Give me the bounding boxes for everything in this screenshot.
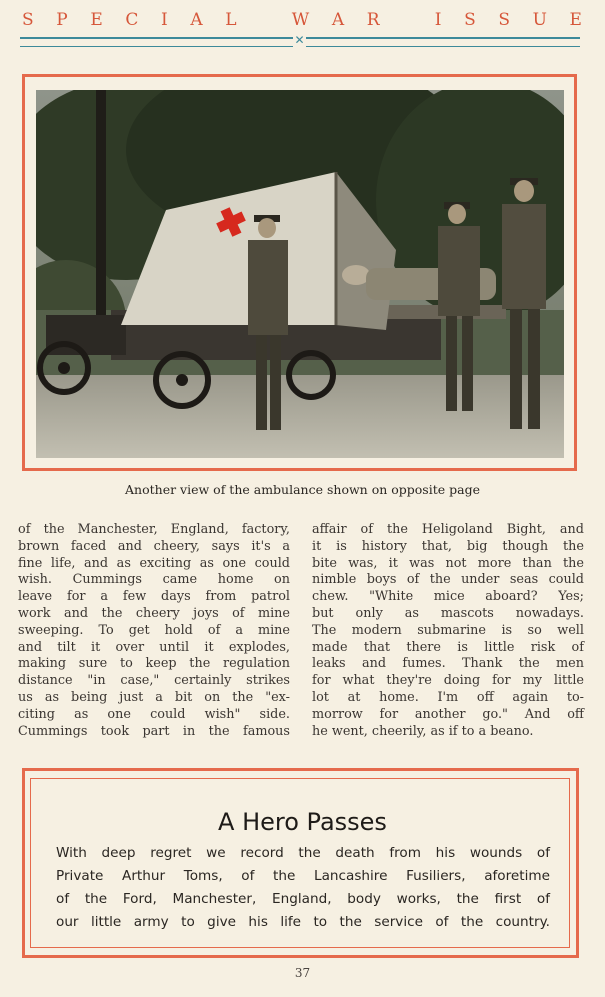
header-letter: R: [366, 10, 380, 30]
text-line: for what they're doing for my little: [312, 673, 584, 689]
header-letter: P: [56, 10, 68, 30]
text-line: The modern submarine is so well: [312, 622, 584, 638]
rule-ornament-icon: ✕: [294, 33, 305, 47]
text-line: it is history that, big though the: [312, 538, 584, 554]
text-line: fine life, and as exciting as one could: [18, 555, 290, 571]
header-letter: W: [291, 10, 310, 30]
text-line: morrow for another go." And off: [312, 706, 584, 722]
text-line: making sure to keep the regulation: [18, 656, 290, 672]
text-line: work and the cheery joys of mine: [18, 605, 290, 621]
text-line: nimble boys of the under seas could: [312, 572, 584, 588]
text-line: Cummings took part in the famous: [18, 723, 290, 739]
notice-body: [56, 842, 550, 934]
header-letter: U: [532, 10, 547, 30]
notice-title: A Hero Passes: [218, 808, 387, 836]
text-line: brown faced and cheery, says it's a: [18, 538, 290, 554]
left-column: [18, 522, 290, 740]
text-line: leave for a few days from patrol: [18, 589, 290, 605]
text-line: he went, cheerily, as if to a beano.: [312, 723, 534, 739]
header-rule-right: [306, 37, 580, 47]
header-letter: E: [90, 10, 103, 30]
header-letter: S: [22, 10, 34, 30]
text-line: of the Manchester, England, factory,: [18, 522, 290, 537]
text-line: made that there is little risk of: [312, 639, 584, 655]
header-letter: S: [498, 10, 510, 30]
text-line: distance "in case," certainly strikes: [18, 673, 290, 689]
text-line: affair of the Heligoland Bight, and: [312, 522, 584, 537]
text-line: leaks and fumes. Thank the men: [312, 656, 584, 672]
header-letter: A: [190, 10, 203, 30]
text-line: us as being just a bit on the "ex-: [18, 689, 290, 705]
text-line: wish. Cummings came home on: [18, 572, 290, 588]
right-column: [312, 522, 584, 740]
header-letter: C: [125, 10, 139, 30]
header-rule-left: [20, 37, 293, 47]
article-columns: [18, 522, 584, 740]
text-line: but only as mascots nowadays.: [312, 605, 584, 621]
notice-line: With deep regret we record the death from his wounds of: [56, 845, 550, 861]
page-number: 37: [294, 966, 311, 980]
text-line: and tilt it over until it explodes,: [18, 639, 290, 655]
ambulance-photo: [36, 90, 564, 458]
photo-caption: Another view of the ambulance shown on opposite page: [125, 482, 480, 497]
notice-line: Private Arthur Toms, of the Lancashire Fusiliers, aforetime: [56, 868, 550, 884]
header-letter: I: [160, 10, 168, 30]
notice-line: our little army to give his life to the service of the country.: [56, 914, 550, 930]
header-letter: A: [331, 10, 345, 30]
text-line: chew. "White mice aboard? Yes;: [312, 589, 584, 605]
text-line: citing as one could wish" side.: [18, 706, 290, 722]
header-letter: E: [569, 10, 582, 30]
header-letter: L: [225, 10, 237, 30]
header-letter: I: [434, 10, 442, 30]
text-line: lot at home. I'm off again to-: [312, 689, 584, 705]
notice-line: of the Ford, Manchester, England, body works, the first of: [56, 891, 550, 907]
header-letter: S: [464, 10, 476, 30]
text-line: bite was, it was not more than the: [312, 555, 584, 571]
text-line: sweeping. To get hold of a mine: [18, 622, 290, 638]
